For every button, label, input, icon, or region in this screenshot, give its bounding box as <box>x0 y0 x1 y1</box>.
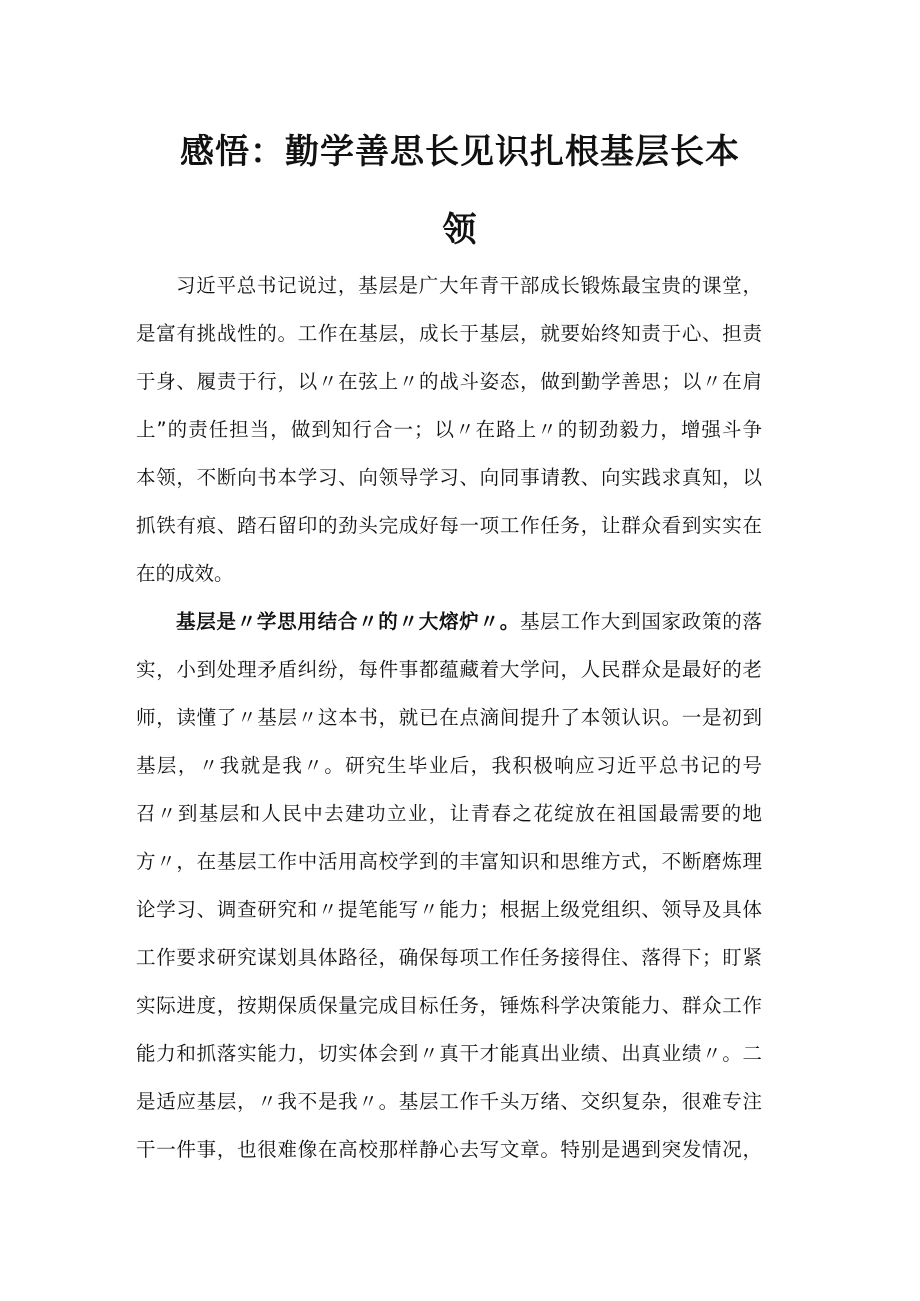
paragraph-2-line: 论学习、调查研究和〃提笔能写〃能力；根据上级党组织、领导及具体 <box>136 898 762 921</box>
paragraph-1-line: 习近平总书记说过，基层是广大年青干部成长锻炼最宝贵的课堂， <box>176 274 762 297</box>
paragraph-1-line: 是富有挑战性的。工作在基层，成长于基层，就要始终知责于心、担责 <box>136 322 762 345</box>
document-title-line-2: 领 <box>442 210 478 250</box>
paragraph-2-line: 方〃，在基层工作中活用高校学到的丰富知识和思维方式，不断磨炼理 <box>136 850 762 873</box>
paragraph-1-line: 在的成效。 <box>136 562 234 585</box>
paragraph-1 <box>136 262 762 598</box>
paragraph-2-line: 基层，〃我就是我〃。研究生毕业后，我积极响应习近平总书记的号 <box>136 754 762 777</box>
paragraph-1-line: 本领，不断向书本学习、向领导学习、向同事请教、向实践求真知，以 <box>136 466 762 489</box>
paragraph-2-line: 能力和抓落实能力，切实体会到〃真干才能真出业绩、出真业绩〃。二 <box>136 1042 762 1065</box>
paragraph-2-line: 实际进度，按期保质保量完成目标任务，锤炼科学决策能力、群众工作 <box>136 994 762 1017</box>
document-title-line-1: 感悟：勤学善思长见识扎根基层长本 <box>180 132 740 172</box>
paragraph-2-line: 实，小到处理矛盾纠纷，每件事都蕴藏着大学问，人民群众是最好的老 <box>136 658 762 681</box>
paragraph-2-line: 干一件事，也很难像在高校那样静心去写文章。特别是遇到突发情况， <box>136 1138 762 1161</box>
paragraph-2-lead-bold: 基层是〃学思用结合〃的〃大熔炉〃。 <box>176 610 520 633</box>
paragraph-2-line: 是适应基层，〃我不是我〃。基层工作千头万绪、交织复杂，很难专注 <box>136 1090 762 1113</box>
paragraph-1-line: 上”的责任担当，做到知行合一；以〃在路上〃的韧劲毅力，增强斗争 <box>136 418 762 441</box>
paragraph-2-line: 召〃到基层和人民中去建功立业，让青春之花绽放在祖国最需要的地 <box>136 802 762 825</box>
paragraph-2-line: 工作要求研究谋划具体路径，确保每项工作任务接得住、落得下；盯紧 <box>136 946 762 969</box>
paragraph-2-line: 师，读懂了〃基层〃这本书，就已在点滴间提升了本领认识。一是初到 <box>136 706 762 729</box>
paragraph-2 <box>136 598 762 1174</box>
paragraph-1-line: 抓铁有痕、踏石留印的劲头完成好每一项工作任务，让群众看到实实在 <box>136 514 762 537</box>
paragraph-1-line: 于身、履责于行，以〃在弦上〃的战斗姿态，做到勤学善思；以〃在肩 <box>136 370 762 393</box>
paragraph-2-lead-rest: 基层工作大到国家政策的落 <box>519 610 762 633</box>
paragraph-2-lead-line <box>136 598 762 646</box>
